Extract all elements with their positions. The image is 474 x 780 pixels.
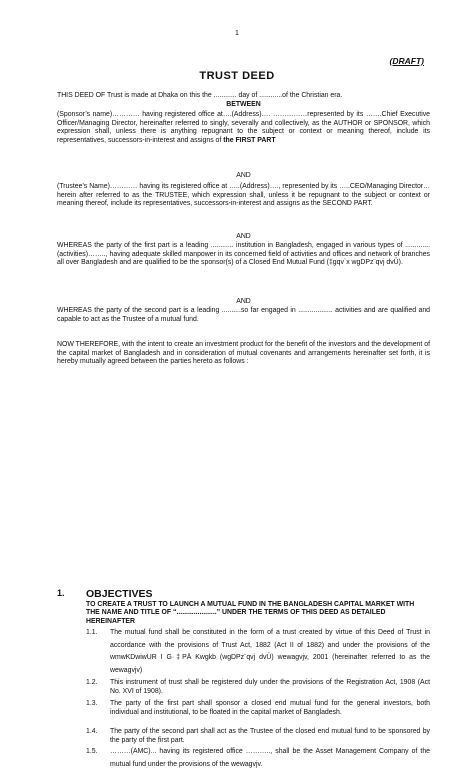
page-number: 1: [235, 30, 239, 37]
now-therefore-paragraph: NOW THEREFORE, with the intent to create an investment product for the benefit of the investors and the development of the capital market of Bangladesh and in consideration of mutual covenants and arrangements hereinafter set forth, it is hereby mutually agreed between the parties hereto as follows :: [57, 341, 430, 366]
whereas-first-paragraph: WHEREAS the party of the first part is a leading ............ institution in Bangladesh, engaged in various types of .............(activities)…….., having adequate skilled manpower in its concerned field of activities and offices and network of branches all over Bangladesh and are qualified to be the sponsor(s) of a Closed End Mutual Fund (‡gqv`x wgDPz¨qvj dvÛ).: [57, 242, 430, 267]
intro-paragraph: THIS DEED OF Trust is made at Dhaka on this the ............ day of ............of the Christian era.: [57, 92, 343, 99]
second-party-paragraph: (Trustee’s Name)………… having its registered office at …..(Address)…., represented by its …..CEO/Managing Director… herein after referred to as the TRUSTEE, which expression shall, unless it be repugnant to the subject or context or meaning thereof, include its representatives, successors-in-interest and assigns as the SECOND PART.: [57, 183, 430, 208]
document-title: TRUST DEED: [199, 70, 275, 82]
section-number: 1.: [57, 588, 65, 598]
item-text: ………(AMC)... having its registered office ……….., shall be the Asset Management Company of the mutual fund under the provisions of the wewagvjv.: [110, 748, 430, 768]
item-text: The party of the first part shall sponsor a closed end mutual fund for the general investors, both individual and institutional, to be floated in the capital market of Bangladesh.: [110, 700, 430, 716]
list-item: [86, 679, 430, 696]
draft-label: (DRAFT): [389, 56, 424, 66]
item-number: 1.3.: [86, 700, 98, 707]
list-item: [86, 728, 430, 745]
and-separator-3: AND: [236, 298, 251, 305]
section-title: OBJECTIVES: [86, 588, 153, 600]
between-heading: BETWEEN: [226, 101, 261, 108]
list-item: [86, 746, 430, 771]
item-number: 1.4.: [86, 728, 98, 735]
item-number: 1.2.: [86, 679, 98, 686]
first-party-paragraph: [57, 111, 430, 145]
item-text: This instrument of trust shall be registered duly under the provisions of the Registration Act, 1908 (Act No. XVI of 1908).: [110, 679, 430, 695]
first-party-text: (Sponsor’s name)………… having registered office at….(Address)…. ……………represented by its …….Chief Executive Officer/Managing Director, hereinafter referred to singly, severally and collectively, as the AUTHOR or SPONSOR, which expression shall, unless there is anything repugnant to the subject or context or meaning thereof, include its representatives, successors-in-interest and assigns of: [57, 111, 430, 144]
item-number: 1.5.: [86, 748, 98, 755]
item-text: The party of the second part shall act as the Trustee of the closed end mutual fund to be sponsored by the party of the first part.: [110, 728, 430, 744]
whereas-second-paragraph: WHEREAS the party of the second part is a leading ..........so far engaged in .................. activities and are qualified and capable to act as the Trustee of a mutual fund.: [57, 307, 430, 323]
section-subtitle: TO CREATE A TRUST TO LAUNCH A MUTUAL FUND IN THE BANGLADESH CAPITAL MARKET WITH THE NAME AND TITLE OF “.....................” UNDER THE TERMS OF THIS DEED AS DETAILED HEREINAFTER: [86, 601, 415, 625]
and-separator-1: AND: [236, 172, 251, 179]
list-item: [86, 700, 430, 717]
item-number: 1.1.: [86, 629, 98, 636]
and-separator-2: AND: [236, 233, 251, 240]
item-text: The mutual fund shall be constituted in the form of a trust created by virtue of this Deed of Trust in accordance with the provisions of Trust Act, 1882 (Act II of 1882) and under the provisions of the wmwKDwiwUR I G·‡PÄ Kwgkb (wgDPz¨qvj dvÛ) wewagvjv, 2001 (hereinafter referred to as the wewagvjv): [110, 629, 430, 674]
list-item: [86, 627, 430, 677]
first-party-bold: the FIRST PART: [223, 136, 276, 144]
